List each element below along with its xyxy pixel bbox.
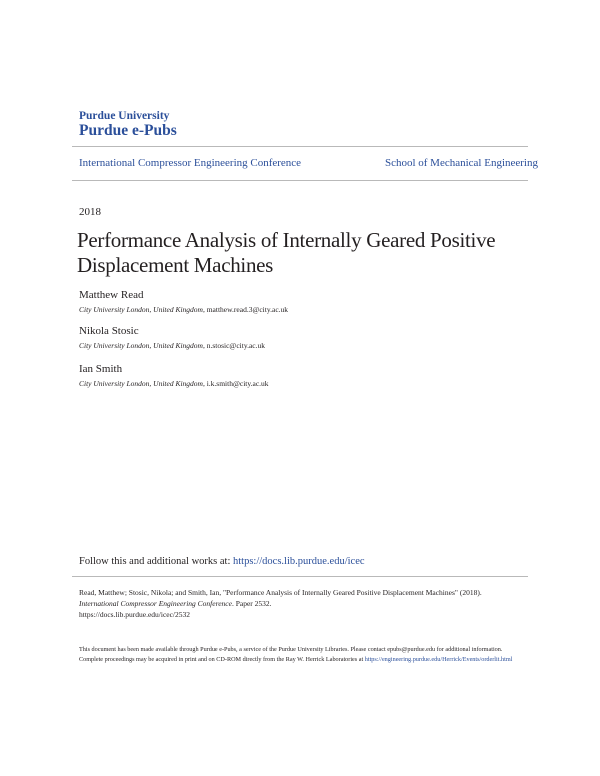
- separator: ,: [202, 341, 207, 350]
- paper-title: Performance Analysis of Internally Geared Positive Displacement Machines: [77, 228, 496, 277]
- follow-line: [79, 556, 365, 567]
- author-affiliation: [79, 305, 288, 314]
- citation-url[interactable]: https://docs.lib.purdue.edu/icec/2532: [79, 610, 191, 619]
- follow-text: Follow this and additional works at:: [79, 556, 231, 567]
- affiliation-text: City University London, United Kingdom: [79, 305, 203, 314]
- notice-line: [79, 655, 531, 665]
- notice-line: This document has been made available through Purdue e-Pubs, a service of the Purdue University Libraries. Please contact epubs@purdue.edu for additional information.: [79, 646, 503, 653]
- university-name: Purdue University: [79, 110, 170, 122]
- publication-year: 2018: [79, 206, 101, 218]
- divider-bottom: [72, 576, 528, 577]
- school-link[interactable]: School of Mechanical Engineering: [384, 157, 538, 169]
- author-name: Nikola Stosic: [79, 325, 139, 337]
- separator: ,: [202, 305, 207, 314]
- conference-link[interactable]: International Compressor Engineering Conference: [79, 157, 302, 169]
- divider-nav: [72, 180, 528, 181]
- divider-top: [72, 146, 528, 147]
- affiliation-text: City University London, United Kingdom: [79, 379, 203, 388]
- author-email[interactable]: i.k.smith@city.ac.uk: [206, 379, 269, 388]
- author-email[interactable]: matthew.read.3@city.ac.uk: [206, 305, 289, 314]
- author-name: Ian Smith: [79, 363, 123, 375]
- citation-block: [79, 587, 531, 620]
- separator: ,: [202, 379, 207, 388]
- affiliation-text: City University London, United Kingdom: [79, 341, 203, 350]
- citation-line: [79, 598, 531, 609]
- author-affiliation: [79, 341, 265, 350]
- notice-block: [79, 645, 531, 664]
- author-email[interactable]: n.stosic@city.ac.uk: [206, 341, 265, 350]
- author-affiliation: [79, 379, 269, 388]
- collection-link[interactable]: https://docs.lib.purdue.edu/icec: [233, 556, 365, 567]
- conference-italic: International Compressor Engineering Conference: [79, 599, 232, 608]
- citation-line: Read, Matthew; Stosic, Nikola; and Smith, Ian, "Performance Analysis of Internally Geared Positive Displacement Machines" (2018).: [79, 588, 482, 597]
- author-name: Matthew Read: [79, 289, 144, 301]
- repository-name[interactable]: Purdue e-Pubs: [79, 122, 177, 139]
- notice-text: Complete proceedings may be acquired in print and on CD-ROM directly from the Ray W. Herrick Laboratories at: [79, 655, 364, 663]
- paper-number: . Paper 2532.: [231, 599, 272, 608]
- herrick-link[interactable]: https://engineering.purdue.edu/Herrick/Events/orderlit.html: [364, 655, 513, 663]
